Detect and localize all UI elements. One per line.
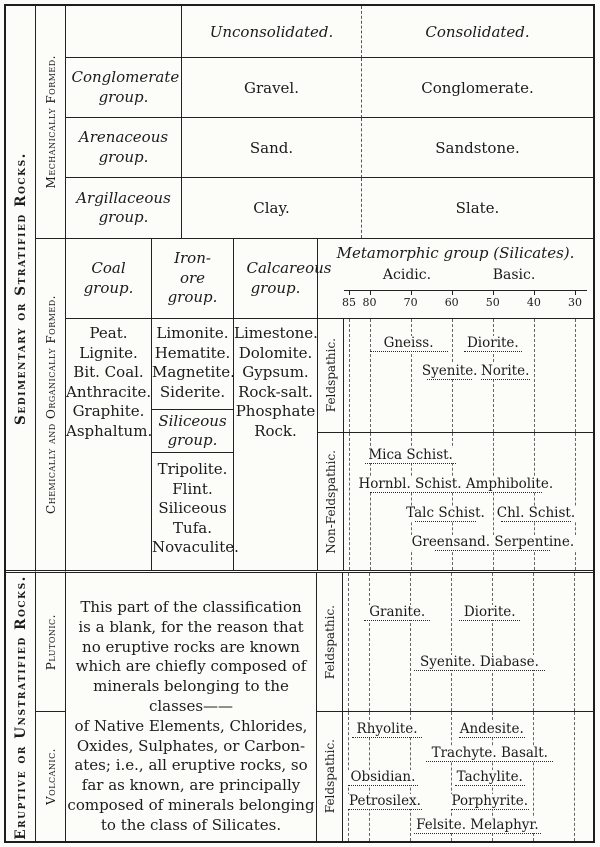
scale-tick xyxy=(493,290,494,295)
rock-range xyxy=(426,744,553,762)
rock-label: Granite. xyxy=(366,605,428,620)
metamorphic-non-feldspathic-chart xyxy=(344,433,593,570)
rock-label: Syenite. xyxy=(419,364,481,379)
scale-number: 85 xyxy=(342,296,356,309)
group-name: Conglomerate group. xyxy=(71,68,180,106)
plutonic-row xyxy=(317,573,593,712)
rock-label: Hornbl. Schist. Amphibolite. xyxy=(355,477,556,492)
sedimentary-rocks-label: Sedimentary or Stratified Rocks. xyxy=(12,151,29,425)
mineral-item: Hematite. xyxy=(154,343,231,362)
rock-label: Porphyrite. xyxy=(448,794,531,809)
rock-range xyxy=(496,504,576,522)
scale-number: 30 xyxy=(568,296,582,309)
unconsolidated-value: Gravel. xyxy=(181,58,361,118)
mineral-item: Limestone. xyxy=(234,324,318,342)
silica-gridline-40 xyxy=(533,573,534,711)
silica-gridline-50 xyxy=(492,573,493,711)
scale-tick xyxy=(452,290,453,295)
rock-label: Rhyolite. xyxy=(354,722,421,737)
rock-label: Diorite. xyxy=(461,605,519,620)
classification-note xyxy=(66,573,317,841)
note-line: which are chiefly composed of xyxy=(75,657,307,676)
siliceous-group-list xyxy=(152,460,239,558)
rock-label: Syenite. Diabase. xyxy=(417,655,542,670)
silica-gridline-70 xyxy=(410,573,411,711)
iron-ore-cell xyxy=(151,319,239,570)
silica-gridline-60 xyxy=(451,573,452,711)
mineral-item: Anthracite. xyxy=(66,382,152,401)
note-line: far as known, are principally xyxy=(81,776,301,795)
metamorphic-feldspathic-chart xyxy=(344,319,593,433)
mineral-item: Asphaltum. xyxy=(66,421,153,440)
note-line: minerals belonging to the classes—— xyxy=(93,677,289,715)
mineral-item: Bit. Coal. xyxy=(73,363,144,381)
note-line: no eruptive rocks are known xyxy=(82,637,300,656)
mineral-item: Tripolite. xyxy=(157,460,228,478)
scale-number: 70 xyxy=(403,296,418,309)
mineral-item: Rock-salt. xyxy=(238,382,313,401)
rock-range xyxy=(481,362,530,380)
silica-gridline-85 xyxy=(348,573,349,711)
silica-gridline-85 xyxy=(349,319,350,432)
mechanically-formed-label: Mechanically Formed. xyxy=(43,55,58,189)
consolidated-header: Consolidated. xyxy=(361,6,593,58)
consolidated-value: Conglomerate. xyxy=(361,58,593,118)
scale-number: 40 xyxy=(526,296,541,309)
plutonic-label-cell xyxy=(36,573,65,712)
rock-classification-table xyxy=(4,4,595,843)
mechanical-header-spacer xyxy=(66,6,181,58)
rock-range xyxy=(370,334,448,352)
unconsolidated-value: Sand. xyxy=(181,118,361,178)
mineral-item: Dolomite. xyxy=(238,343,313,362)
volcanic-feldspathic-label-cell xyxy=(317,712,343,841)
mineral-item: Peat. xyxy=(89,324,128,342)
rock-label: Norite. xyxy=(478,364,532,379)
rock-label: Trachyte. Basalt. xyxy=(429,746,551,761)
silica-scale-line xyxy=(344,290,587,291)
volcanic-row xyxy=(317,712,593,841)
mineral-item: Graphite. xyxy=(72,402,145,420)
silica-gridline-30 xyxy=(574,712,575,841)
mineral-item: Siderite. xyxy=(159,382,226,401)
feldspathic-label: Feldspathic. xyxy=(322,604,337,680)
note-line: This part of the classification xyxy=(80,598,302,616)
coal-group-header-cell xyxy=(66,239,151,319)
unconsolidated-value: Clay. xyxy=(181,178,361,238)
silica-gridline-85 xyxy=(349,433,350,570)
silica-gridline-30 xyxy=(575,319,576,432)
rock-range xyxy=(348,792,422,810)
eruptive-rocks-label: Eruptive or Unstratified Rocks. xyxy=(12,574,29,840)
acidic-label: Acidic. xyxy=(382,267,432,283)
scale-number: 50 xyxy=(485,296,500,309)
unconsolidated-header: Unconsolidated. xyxy=(181,6,361,58)
silica-gridline-80 xyxy=(369,573,370,711)
scale-tick xyxy=(575,290,576,295)
non-feldspathic-label-cell xyxy=(318,433,344,570)
plutonic-chart xyxy=(343,573,593,711)
scale-number: 60 xyxy=(444,296,459,309)
rock-range xyxy=(348,768,418,786)
feldspathic-label: Feldspathic. xyxy=(322,739,337,814)
rock-label: Petrosilex. xyxy=(346,794,424,809)
plutonic-volcanic-label-column xyxy=(36,570,66,841)
group-name: Arenaceous group. xyxy=(78,128,169,166)
mechanical-section xyxy=(66,6,593,238)
note-line: ates; i.e., all eruptive rocks, so xyxy=(74,756,308,775)
rock-range xyxy=(406,504,485,522)
rock-range xyxy=(364,603,430,621)
eruptive-label-cell xyxy=(6,570,36,841)
rock-label: Chl. Schist. xyxy=(494,506,578,521)
rock-range xyxy=(464,334,522,352)
scale-number: 80 xyxy=(362,296,377,309)
non-feldspathic-label: Non-Feldspathic. xyxy=(323,449,338,554)
basic-label: Basic. xyxy=(492,267,536,283)
mineral-item: Phosphate Rock. xyxy=(235,402,316,440)
sedimentary-label-cell xyxy=(6,6,36,570)
volcanic-label-cell xyxy=(36,712,65,841)
scale-tick xyxy=(534,290,535,295)
group-name: Argillaceous group. xyxy=(76,188,171,226)
note-line: composed of minerals belonging xyxy=(67,795,315,814)
scale-tick xyxy=(411,290,412,295)
rock-label: Tachylite. xyxy=(454,770,526,785)
rock-label: Felsite. Melaphyr. xyxy=(413,818,542,833)
mineral-item: Flint. xyxy=(172,479,213,498)
iron-ore-group-header-cell xyxy=(151,239,233,319)
mineral-item: Siliceous Tufa. xyxy=(158,499,227,537)
chemically-formed-cell xyxy=(36,238,66,570)
plutonic-feldspathic-label-cell xyxy=(317,573,343,711)
rock-label: Obsidian. xyxy=(347,770,418,785)
rock-range xyxy=(365,446,455,464)
eruptive-section xyxy=(66,570,593,841)
mineral-item: Novaculite. xyxy=(152,538,239,556)
note-line: is a blank, for the reason that xyxy=(78,617,304,636)
rock-range xyxy=(352,720,422,738)
metamorphic-title: Metamorphic group (Silicates). xyxy=(336,244,575,262)
consolidated-value: Sandstone. xyxy=(361,118,593,178)
calcareous-group-header-cell xyxy=(233,239,332,319)
rock-range xyxy=(421,362,478,380)
volcanic-label: Volcanic. xyxy=(43,747,58,806)
rock-label: Diorite. xyxy=(464,336,522,351)
rock-label: Mica Schist. xyxy=(365,448,456,463)
rock-label: Andesite. xyxy=(457,722,527,737)
scale-tick xyxy=(370,290,371,295)
mineral-item: Limonite. xyxy=(156,324,229,342)
calcareous-group-header: Calcareous group. xyxy=(246,259,332,297)
rock-range xyxy=(414,816,541,834)
consolidated-value: Slate. xyxy=(361,178,593,238)
rock-range xyxy=(451,792,529,810)
iron-ore-group-header: Iron-ore group. xyxy=(167,249,218,307)
silica-gridline-40 xyxy=(534,319,535,432)
rock-range xyxy=(459,603,521,621)
metamorphic-body xyxy=(317,319,593,570)
silica-gridline-30 xyxy=(574,573,575,711)
feldspathic-label: Feldspathic. xyxy=(323,338,338,413)
note-line: to the class of Silicates. xyxy=(100,815,282,834)
volcanic-chart xyxy=(343,712,593,841)
rock-label: Talc Schist. xyxy=(403,506,488,521)
group-name-cell xyxy=(66,118,181,178)
mineral-item: Lignite. xyxy=(79,343,138,362)
calcareous-group-list xyxy=(233,319,317,570)
chemically-formed-label: Chemically and Organically Formed. xyxy=(43,295,58,514)
plutonic-label: Plutonic. xyxy=(43,613,58,671)
chemical-section xyxy=(66,238,593,570)
siliceous-group-header-cell xyxy=(152,409,233,453)
rock-range xyxy=(411,533,575,551)
rock-range xyxy=(459,720,525,738)
rock-label: Gneiss. xyxy=(381,336,437,351)
coal-group-header: Coal group. xyxy=(83,259,134,297)
note-line: Oxides, Sulphates, or Carbon- xyxy=(76,736,306,755)
group-name-cell xyxy=(66,178,181,238)
coal-group-list xyxy=(66,319,151,570)
feldspathic-label-cell xyxy=(318,319,344,433)
rock-range xyxy=(358,475,554,493)
siliceous-group-header: Siliceous group. xyxy=(158,412,227,449)
group-name-cell xyxy=(66,58,181,118)
mineral-item: Magnetite. xyxy=(152,363,235,381)
rock-range xyxy=(414,653,546,671)
scale-tick xyxy=(349,290,350,295)
rock-label: Greensand. Serpentine. xyxy=(409,535,578,550)
iron-ore-list xyxy=(152,324,233,402)
note-line: of Native Elements, Chlorides, xyxy=(74,716,308,735)
mechanically-formed-cell xyxy=(36,6,66,238)
metamorphic-header xyxy=(317,239,593,319)
rock-range xyxy=(455,768,525,786)
mineral-item: Gypsum. xyxy=(242,363,309,381)
